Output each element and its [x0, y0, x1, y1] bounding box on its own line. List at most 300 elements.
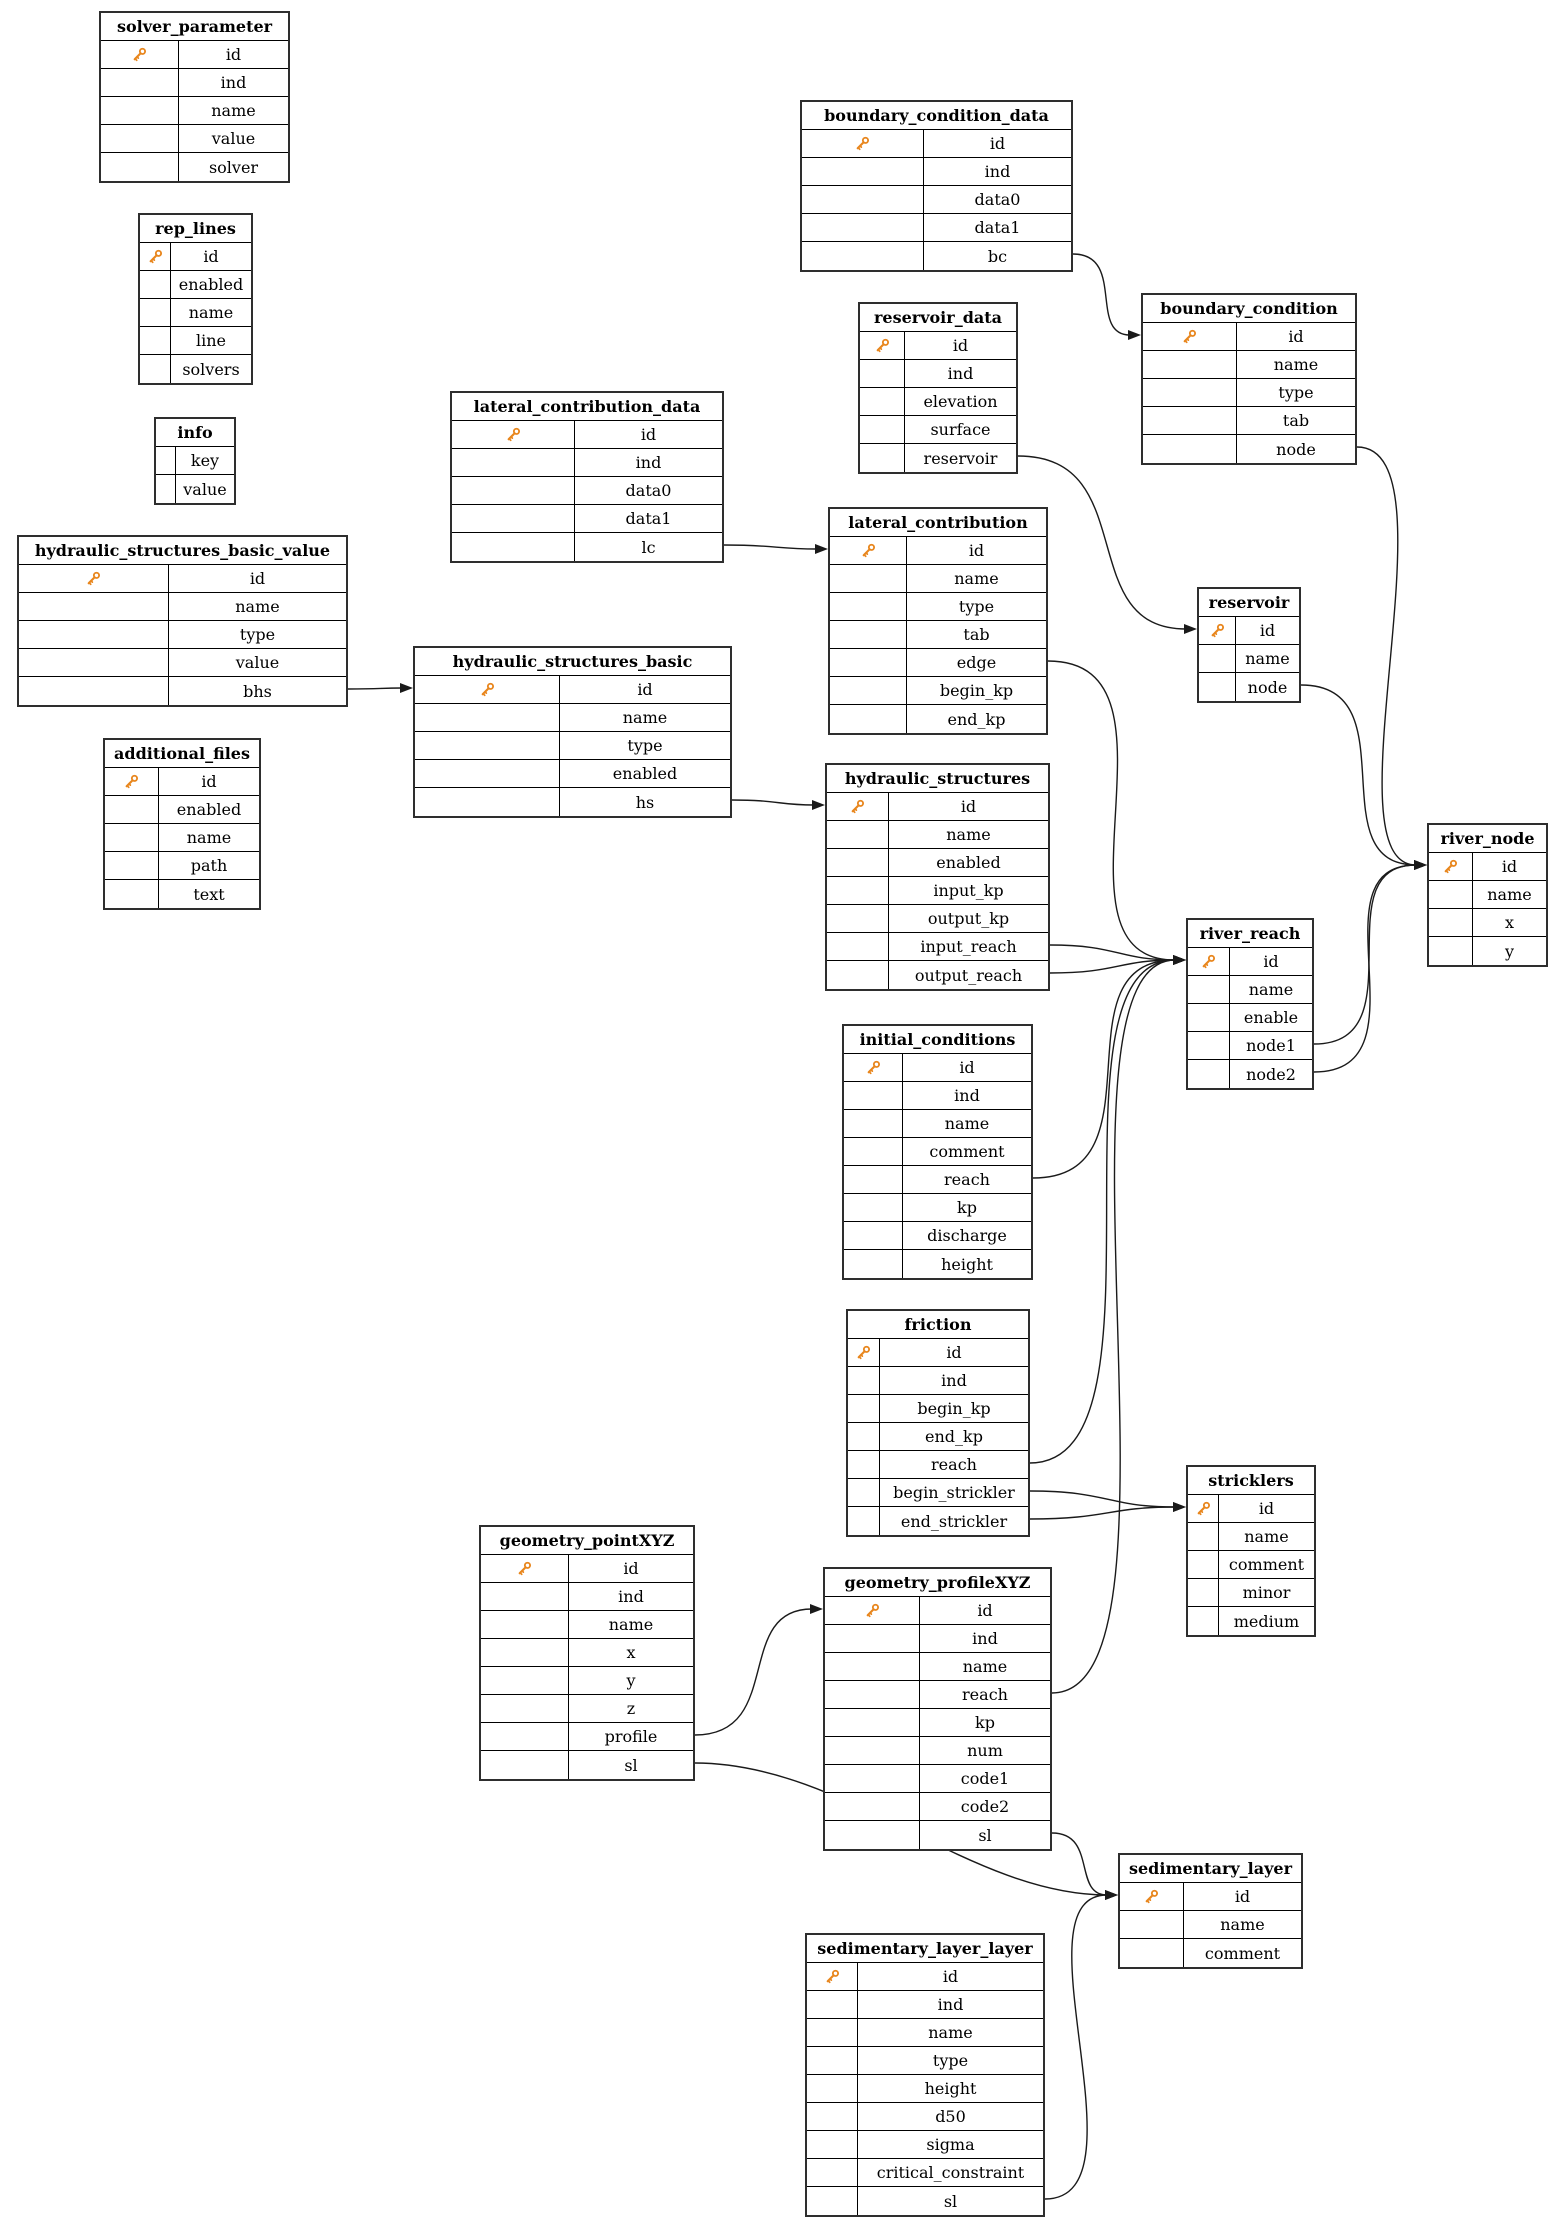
field-row-id: [802, 130, 1071, 158]
empty-key-cell: [481, 1751, 569, 1779]
field-row-input_reach: [827, 933, 1048, 961]
field-name: data0: [625, 481, 672, 500]
field-row-solver: [101, 153, 288, 181]
empty-key-cell: [452, 449, 575, 476]
field-name: value: [183, 479, 227, 499]
arrowhead-icon: [1105, 1890, 1118, 1900]
field-row-id: [860, 332, 1016, 360]
field-row-begin_kp: [830, 677, 1046, 705]
field-row-height: [844, 1250, 1031, 1278]
empty-key-cell: [860, 388, 905, 415]
empty-key-cell: [825, 1737, 920, 1764]
primary-key-icon: [516, 1560, 533, 1577]
field-row-output_reach: [827, 961, 1048, 989]
field-row-key: [156, 447, 234, 475]
empty-key-cell: [844, 1110, 903, 1137]
table-lateral_contribution_data: [450, 391, 724, 563]
field-row-line: [140, 327, 251, 355]
field-row-sl: [481, 1751, 693, 1779]
arrowhead-icon: [400, 683, 413, 693]
field-name: enabled: [178, 275, 244, 294]
arrowhead-icon: [815, 544, 828, 554]
field-name: hs: [635, 792, 655, 812]
primary-key-cell: [802, 130, 924, 157]
field-name: id: [203, 247, 219, 266]
arrowhead-icon: [1414, 860, 1427, 870]
table-title: lateral_contribution: [830, 509, 1046, 537]
arrowhead-icon: [1173, 955, 1186, 965]
fk-edge-river_reach.node2-to-river_node: [1314, 865, 1416, 1072]
field-name: type: [958, 597, 995, 616]
field-name: key: [190, 451, 220, 470]
primary-key-cell: [1199, 617, 1236, 644]
table-title: rep_lines: [140, 215, 251, 243]
field-row-kp: [825, 1709, 1050, 1737]
fk-edge-initial_conditions.reach-to-river_reach: [1033, 960, 1175, 1178]
field-row-enabled: [827, 849, 1048, 877]
field-row-name: [1429, 881, 1546, 909]
field-name: name: [608, 1615, 654, 1634]
field-name: sl: [943, 2191, 958, 2211]
table-title: river_node: [1429, 825, 1546, 853]
field-row-bhs: [19, 677, 346, 705]
empty-key-cell: [1188, 1551, 1219, 1578]
field-name: id: [1288, 327, 1304, 346]
field-name: name: [1248, 980, 1294, 999]
primary-key-cell: [1120, 1883, 1184, 1910]
field-name: end_kp: [925, 1427, 983, 1446]
field-row-ind: [807, 1991, 1043, 2019]
field-row-output_kp: [827, 905, 1048, 933]
empty-key-cell: [101, 97, 179, 124]
field-row-name: [101, 97, 288, 125]
fk-edge-friction.reach-to-river_reach: [1030, 960, 1175, 1463]
field-row-node2: [1188, 1060, 1312, 1088]
field-row-ind: [825, 1625, 1050, 1653]
empty-key-cell: [830, 649, 907, 676]
field-name: node: [1247, 677, 1288, 697]
table-river_node: [1427, 823, 1548, 967]
empty-key-cell: [825, 1821, 920, 1849]
field-row-ind: [101, 69, 288, 97]
table-hydraulic_structures_basic: [413, 646, 732, 818]
field-name: kp: [975, 1713, 995, 1732]
empty-key-cell: [825, 1625, 920, 1652]
fk-edge-friction.begin_strickler-to-stricklers: [1030, 1491, 1175, 1507]
primary-key-icon: [874, 337, 891, 354]
field-row-type: [415, 732, 730, 760]
empty-key-cell: [825, 1681, 920, 1708]
field-row-num: [825, 1737, 1050, 1765]
primary-key-icon: [1181, 328, 1198, 345]
table-river_reach: [1186, 918, 1314, 1090]
empty-key-cell: [1429, 937, 1473, 965]
field-row-end_strickler: [848, 1507, 1028, 1535]
table-solver_parameter: [99, 11, 290, 183]
primary-key-icon: [1442, 858, 1459, 875]
field-name: comment: [929, 1142, 1005, 1161]
field-row-id: [1143, 323, 1355, 351]
arrowhead-icon: [1128, 330, 1141, 340]
field-row-reach: [844, 1166, 1031, 1194]
arrowhead-icon: [1173, 955, 1186, 965]
empty-key-cell: [1188, 1032, 1230, 1059]
field-name: code1: [960, 1769, 1010, 1788]
field-row-id: [1120, 1883, 1301, 1911]
empty-key-cell: [105, 796, 159, 823]
field-name: value: [211, 129, 256, 148]
field-name: output_kp: [927, 909, 1010, 928]
field-row-tab: [830, 621, 1046, 649]
table-reservoir_data: [858, 302, 1018, 474]
primary-key-icon: [85, 570, 102, 587]
field-row-surface: [860, 416, 1016, 444]
field-row-medium: [1188, 1607, 1314, 1635]
table-title: river_reach: [1188, 920, 1312, 948]
field-row-comment: [1188, 1551, 1314, 1579]
field-row-critical_constraint: [807, 2159, 1043, 2187]
empty-key-cell: [830, 677, 907, 704]
empty-key-cell: [807, 2047, 858, 2074]
empty-key-cell: [807, 1991, 858, 2018]
empty-key-cell: [19, 649, 169, 676]
field-row-id: [1199, 617, 1299, 645]
field-row-enabled: [140, 271, 251, 299]
field-name: name: [946, 825, 991, 844]
field-row-sl: [807, 2187, 1043, 2215]
field-name: profile: [604, 1727, 658, 1746]
table-title: geometry_profileXYZ: [825, 1569, 1050, 1597]
field-name: name: [928, 2023, 973, 2042]
primary-key-icon: [505, 426, 522, 443]
field-row-reach: [825, 1681, 1050, 1709]
empty-key-cell: [105, 880, 159, 908]
field-name: x: [1504, 913, 1515, 932]
empty-key-cell: [844, 1222, 903, 1249]
primary-key-icon: [849, 798, 866, 815]
field-name: bc: [987, 246, 1008, 266]
field-row-bc: [802, 242, 1071, 270]
field-name: tab: [963, 625, 990, 644]
field-row-name: [140, 299, 251, 327]
empty-key-cell: [1188, 1523, 1219, 1550]
primary-key-icon: [864, 1602, 881, 1619]
field-name: id: [1259, 621, 1276, 640]
table-title: stricklers: [1188, 1467, 1314, 1495]
empty-key-cell: [827, 821, 889, 848]
empty-key-cell: [452, 477, 575, 504]
field-row-id: [848, 1339, 1028, 1367]
primary-key-cell: [481, 1555, 569, 1582]
field-name: id: [637, 680, 653, 699]
field-name: kp: [957, 1198, 977, 1217]
field-name: begin_kp: [917, 1399, 991, 1418]
field-name: enabled: [612, 764, 678, 783]
empty-key-cell: [140, 327, 171, 354]
field-row-data0: [452, 477, 722, 505]
field-name: id: [989, 134, 1006, 153]
field-row-name: [481, 1611, 693, 1639]
field-name: type: [239, 625, 276, 644]
field-name: enabled: [936, 853, 1001, 872]
field-row-comment: [844, 1138, 1031, 1166]
primary-key-cell: [1143, 323, 1237, 350]
field-row-id: [1188, 948, 1312, 976]
arrowhead-icon: [1173, 955, 1186, 965]
field-name: id: [1234, 1887, 1251, 1906]
primary-key-cell: [19, 565, 169, 592]
table-reservoir: [1197, 587, 1301, 703]
field-row-type: [19, 621, 346, 649]
field-row-name: [830, 565, 1046, 593]
table-sedimentary_layer_layer: [805, 1933, 1045, 2217]
field-row-y: [481, 1667, 693, 1695]
table-title: lateral_contribution_data: [452, 393, 722, 421]
field-name: input_kp: [933, 881, 1004, 900]
fk-edge-river_reach.node1-to-river_node: [1314, 865, 1416, 1044]
empty-key-cell: [415, 788, 560, 816]
field-row-value: [101, 125, 288, 153]
field-row-enabled: [105, 796, 259, 824]
field-row-id: [101, 41, 288, 69]
field-name: reach: [962, 1685, 1008, 1704]
field-name: end_kp: [947, 709, 1006, 729]
primary-key-cell: [1188, 1495, 1219, 1522]
field-row-id: [105, 768, 259, 796]
table-title: additional_files: [105, 740, 259, 768]
primary-key-cell: [848, 1339, 880, 1366]
primary-key-icon: [1200, 953, 1217, 970]
field-row-height: [807, 2075, 1043, 2103]
empty-key-cell: [481, 1611, 569, 1638]
empty-key-cell: [105, 852, 159, 879]
field-row-type: [1143, 379, 1355, 407]
field-name: reach: [944, 1170, 990, 1189]
field-row-ind: [452, 449, 722, 477]
field-name: height: [941, 1254, 993, 1274]
empty-key-cell: [844, 1250, 903, 1278]
field-name: enabled: [176, 800, 242, 819]
fk-edge-reservoir.node-to-river_node: [1301, 685, 1416, 865]
field-row-data1: [802, 214, 1071, 242]
empty-key-cell: [830, 593, 907, 620]
field-row-node: [1143, 435, 1355, 463]
empty-key-cell: [848, 1479, 880, 1506]
field-name: ind: [941, 1371, 967, 1390]
field-row-sl: [825, 1821, 1050, 1849]
fk-edge-boundary_condition.node-to-river_node: [1357, 447, 1416, 865]
empty-key-cell: [807, 2075, 858, 2102]
primary-key-icon: [479, 681, 496, 698]
field-name: path: [190, 856, 228, 875]
fk-edge-hydraulic_structures.input_reach-to-river_reach: [1050, 945, 1175, 960]
field-name: id: [942, 1967, 959, 1986]
field-name: id: [623, 1559, 639, 1578]
field-row-id: [1429, 853, 1546, 881]
field-name: name: [211, 101, 256, 120]
table-lateral_contribution: [828, 507, 1048, 735]
field-row-name: [844, 1110, 1031, 1138]
field-name: reach: [931, 1455, 977, 1474]
primary-key-cell: [1188, 948, 1230, 975]
field-row-name: [19, 593, 346, 621]
empty-key-cell: [807, 2159, 858, 2186]
empty-key-cell: [452, 505, 575, 532]
field-name: node2: [1246, 1064, 1296, 1084]
field-row-id: [19, 565, 346, 593]
empty-key-cell: [827, 933, 889, 960]
field-name: name: [954, 569, 999, 588]
empty-key-cell: [848, 1423, 880, 1450]
field-name: type: [932, 2051, 969, 2070]
arrowhead-icon: [1414, 860, 1427, 870]
field-row-sigma: [807, 2131, 1043, 2159]
table-title: reservoir: [1199, 589, 1299, 617]
primary-key-cell: [807, 1963, 858, 1990]
field-row-d50: [807, 2103, 1043, 2131]
field-name: value: [235, 653, 280, 672]
field-name: name: [186, 828, 232, 847]
field-name: id: [952, 336, 969, 355]
table-initial_conditions: [842, 1024, 1033, 1280]
field-name: name: [188, 303, 234, 322]
field-name: ind: [984, 162, 1011, 181]
field-row-edge: [830, 649, 1046, 677]
table-title: hydraulic_structures_basic_value: [19, 537, 346, 565]
empty-key-cell: [105, 824, 159, 851]
field-row-id: [825, 1597, 1050, 1625]
field-row-id: [830, 537, 1046, 565]
field-name: discharge: [927, 1226, 1007, 1245]
empty-key-cell: [844, 1166, 903, 1193]
primary-key-cell: [452, 421, 575, 448]
field-name: end_strickler: [900, 1511, 1008, 1531]
field-row-name: [1143, 351, 1355, 379]
field-row-lc: [452, 533, 722, 561]
empty-key-cell: [415, 760, 560, 787]
field-row-name: [1188, 1523, 1314, 1551]
field-name: comment: [1228, 1555, 1305, 1574]
empty-key-cell: [140, 299, 171, 326]
table-title: geometry_pointXYZ: [481, 1527, 693, 1555]
empty-key-cell: [825, 1709, 920, 1736]
field-row-ind: [844, 1082, 1031, 1110]
field-row-id: [827, 793, 1048, 821]
field-row-solvers: [140, 355, 251, 383]
primary-key-icon: [824, 1968, 841, 1985]
field-row-name: [1188, 976, 1312, 1004]
empty-key-cell: [825, 1765, 920, 1792]
table-boundary_condition: [1141, 293, 1357, 465]
empty-key-cell: [1429, 881, 1473, 908]
field-name: sl: [624, 1755, 638, 1775]
field-row-id: [481, 1555, 693, 1583]
field-name: id: [959, 1058, 975, 1077]
table-info: [154, 417, 236, 505]
field-row-minor: [1188, 1579, 1314, 1607]
empty-key-cell: [827, 961, 889, 989]
field-row-node1: [1188, 1032, 1312, 1060]
field-row-node: [1199, 673, 1299, 701]
field-name: ind: [618, 1587, 644, 1606]
arrowhead-icon: [1173, 1502, 1186, 1512]
fk-edge-friction.end_strickler-to-stricklers: [1030, 1507, 1175, 1519]
table-friction: [846, 1309, 1030, 1537]
arrowhead-icon: [1173, 1502, 1186, 1512]
fk-edge-hydraulic_structures_basic_value.bhs-to-hydraulic_structures_basic: [348, 688, 402, 689]
empty-key-cell: [481, 1583, 569, 1610]
field-row-id: [140, 243, 251, 271]
field-name: node: [1276, 439, 1316, 459]
field-row-name: [1199, 645, 1299, 673]
field-row-kp: [844, 1194, 1031, 1222]
primary-key-cell: [860, 332, 905, 359]
field-name: id: [1501, 857, 1518, 876]
field-row-end_kp: [830, 705, 1046, 733]
primary-key-icon: [1209, 622, 1226, 639]
field-row-text: [105, 880, 259, 908]
field-row-id: [415, 676, 730, 704]
field-row-name: [827, 821, 1048, 849]
table-boundary_condition_data: [800, 100, 1073, 272]
empty-key-cell: [1143, 379, 1237, 406]
arrowhead-icon: [812, 800, 825, 810]
empty-key-cell: [156, 447, 176, 474]
field-row-code2: [825, 1793, 1050, 1821]
empty-key-cell: [848, 1451, 880, 1478]
field-name: begin_strickler: [893, 1483, 1015, 1502]
field-row-enable: [1188, 1004, 1312, 1032]
fk-edge-geometry_profileXYZ.reach-to-river_reach: [1052, 960, 1175, 1693]
table-rep_lines: [138, 213, 253, 385]
fk-edge-sedimentary_layer_layer.sl-to-sedimentary_layer: [1045, 1895, 1107, 2199]
empty-key-cell: [101, 153, 179, 181]
field-row-elevation: [860, 388, 1016, 416]
field-name: y: [1504, 941, 1515, 961]
field-row-input_kp: [827, 877, 1048, 905]
empty-key-cell: [848, 1367, 880, 1394]
fk-edge-geometry_pointXYZ.profile-to-geometry_profileXYZ: [695, 1609, 812, 1735]
empty-key-cell: [415, 732, 560, 759]
field-row-code1: [825, 1765, 1050, 1793]
empty-key-cell: [830, 565, 907, 592]
field-row-name: [807, 2019, 1043, 2047]
field-name: ind: [635, 453, 662, 472]
field-name: height: [924, 2079, 977, 2098]
field-name: type: [1278, 383, 1314, 402]
field-row-name: [825, 1653, 1050, 1681]
field-name: lc: [641, 537, 656, 557]
field-name: ind: [954, 1086, 980, 1105]
field-row-ind: [848, 1367, 1028, 1395]
empty-key-cell: [1188, 976, 1230, 1003]
arrowhead-icon: [1173, 955, 1186, 965]
empty-key-cell: [807, 2019, 858, 2046]
arrowhead-icon: [1105, 1890, 1118, 1900]
empty-key-cell: [827, 877, 889, 904]
empty-key-cell: [1143, 351, 1237, 378]
fk-edge-geometry_profileXYZ.sl-to-sedimentary_layer: [1052, 1833, 1107, 1895]
empty-key-cell: [807, 2187, 858, 2215]
empty-key-cell: [844, 1194, 903, 1221]
primary-key-cell: [101, 41, 179, 68]
empty-key-cell: [1120, 1939, 1184, 1967]
empty-key-cell: [848, 1395, 880, 1422]
field-name: name: [944, 1114, 990, 1133]
field-row-enabled: [415, 760, 730, 788]
table-title: sedimentary_layer: [1120, 1855, 1301, 1883]
field-row-id: [807, 1963, 1043, 1991]
